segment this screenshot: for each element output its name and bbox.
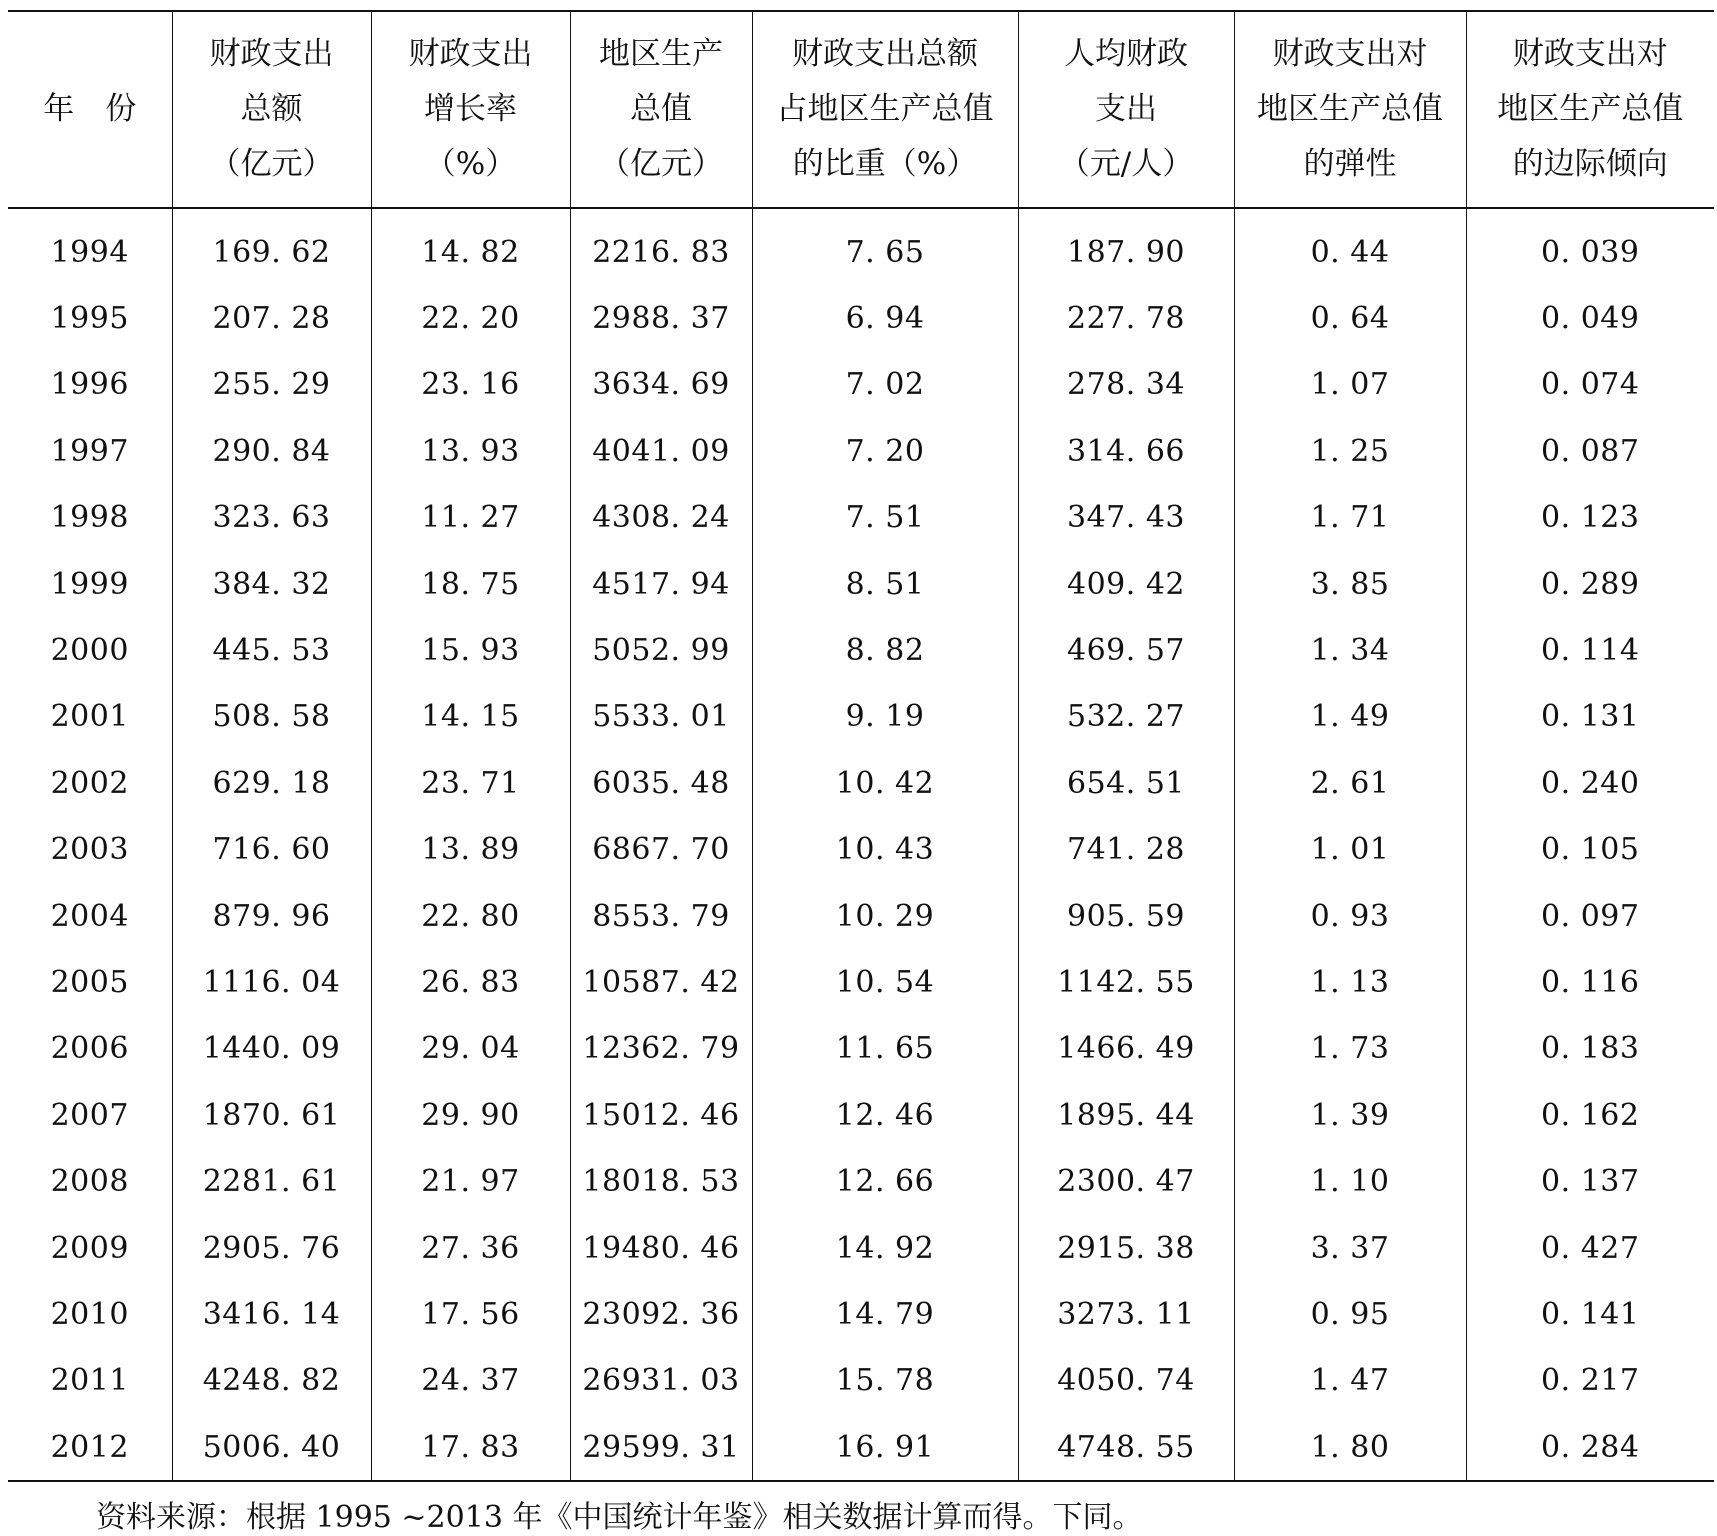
table-cell: 314. 66 [1018, 418, 1234, 484]
table-cell: 22. 80 [371, 883, 570, 949]
table-cell: 15. 78 [752, 1348, 1018, 1414]
column-header-line: （亿元） [599, 146, 723, 182]
year-cell: 2011 [50, 1363, 129, 1399]
table-cell: 11. 27 [371, 485, 570, 551]
table-cell: 1142. 55 [1018, 949, 1234, 1015]
table-cell: 18018. 53 [570, 1148, 752, 1214]
table-cell: 26. 83 [371, 949, 570, 1015]
table-cell: 19480. 46 [570, 1215, 752, 1281]
column-header-line: 总额 [240, 91, 303, 127]
table-cell: 1. 39 [1234, 1082, 1466, 1148]
table-row [8, 285, 1714, 351]
table-cell: 10. 42 [752, 750, 1018, 816]
table-cell: 0. 183 [1466, 1016, 1714, 1082]
table-cell: 29. 04 [371, 1016, 570, 1082]
column-header [752, 11, 1018, 208]
table-cell: 347. 43 [1018, 485, 1234, 551]
table-cell: 23092. 36 [570, 1281, 752, 1347]
table-cell: 4050. 74 [1018, 1348, 1234, 1414]
table-row [8, 1215, 1714, 1281]
table-cell: 4517. 94 [570, 551, 752, 617]
year-cell: 2002 [50, 765, 129, 801]
column-header [1234, 11, 1466, 208]
column-header-line: 地区生产总值 [1257, 91, 1443, 127]
table-row [8, 684, 1714, 750]
column-header [570, 11, 752, 208]
column-header-line: （元/人） [1058, 146, 1194, 182]
table-cell: 1116. 04 [172, 949, 371, 1015]
table-cell: 3273. 11 [1018, 1281, 1234, 1347]
table-cell: 741. 28 [1018, 817, 1234, 883]
table-cell: 1. 07 [1234, 352, 1466, 418]
table-cell: 16. 91 [752, 1414, 1018, 1481]
table-cell: 3. 37 [1234, 1215, 1466, 1281]
table-cell: 1. 13 [1234, 949, 1466, 1015]
table-cell: 1895. 44 [1018, 1082, 1234, 1148]
table-cell: 0. 95 [1234, 1281, 1466, 1347]
table-body [8, 208, 1714, 1481]
table-cell: 508. 58 [172, 684, 371, 750]
table-cell: 2. 61 [1234, 750, 1466, 816]
table-cell: 0. 049 [1466, 285, 1714, 351]
table-cell: 0. 116 [1466, 949, 1714, 1015]
table-cell: 2915. 38 [1018, 1215, 1234, 1281]
column-header [1018, 11, 1234, 208]
table-cell: 14. 92 [752, 1215, 1018, 1281]
column-header-line: 的弹性 [1303, 146, 1397, 182]
table-cell: 5006. 40 [172, 1414, 371, 1481]
column-header [172, 11, 371, 208]
table-cell: 10. 54 [752, 949, 1018, 1015]
table-cell: 0. 141 [1466, 1281, 1714, 1347]
table-row [8, 1016, 1714, 1082]
table-cell: 23. 71 [371, 750, 570, 816]
table-cell: 7. 02 [752, 352, 1018, 418]
table-row [8, 1148, 1714, 1214]
table-cell: 1870. 61 [172, 1082, 371, 1148]
column-header-line: 总值 [630, 91, 692, 127]
table-row [8, 1348, 1714, 1414]
table-row [8, 1082, 1714, 1148]
column-header-line: 支出 [1095, 91, 1157, 127]
table-row [8, 485, 1714, 551]
table-cell: 255. 29 [172, 352, 371, 418]
table-cell: 7. 51 [752, 485, 1018, 551]
year-cell: 2003 [50, 832, 129, 868]
table-cell: 0. 64 [1234, 285, 1466, 351]
table-cell: 12. 66 [752, 1148, 1018, 1214]
table-cell: 18. 75 [371, 551, 570, 617]
table-cell: 1. 71 [1234, 485, 1466, 551]
table-cell: 10587. 42 [570, 949, 752, 1015]
table-cell: 8. 82 [752, 617, 1018, 683]
table-cell: 716. 60 [172, 817, 371, 883]
year-cell: 2006 [50, 1031, 129, 1067]
table-cell: 0. 240 [1466, 750, 1714, 816]
table-cell: 0. 284 [1466, 1414, 1714, 1481]
source-note: 资料来源：根据 1995 ~2013 年《中国统计年鉴》相关数据计算而得。下同。 [96, 1500, 1143, 1535]
table-cell: 0. 123 [1466, 485, 1714, 551]
table-header [8, 11, 1714, 208]
table-cell: 3. 85 [1234, 551, 1466, 617]
table-cell: 1. 47 [1234, 1348, 1466, 1414]
table-cell: 1. 73 [1234, 1016, 1466, 1082]
table-row [8, 1281, 1714, 1347]
table-cell: 2216. 83 [570, 208, 752, 285]
column-header-line: 增长率 [424, 91, 517, 127]
table-cell: 10. 43 [752, 817, 1018, 883]
table-cell: 17. 56 [371, 1281, 570, 1347]
table-cell: 2300. 47 [1018, 1148, 1234, 1214]
table-cell: 0. 114 [1466, 617, 1714, 683]
table-cell: 0. 289 [1466, 551, 1714, 617]
table-row [8, 418, 1714, 484]
table-cell: 26931. 03 [570, 1348, 752, 1414]
year-cell: 2012 [8, 1414, 172, 1481]
table-cell: 278. 34 [1018, 352, 1234, 418]
header-row [8, 11, 1714, 208]
column-header [8, 11, 172, 208]
table-cell: 409. 42 [1018, 551, 1234, 617]
table-cell: 7. 20 [752, 418, 1018, 484]
table-cell: 1. 80 [1234, 1414, 1466, 1481]
table-cell: 0. 93 [1234, 883, 1466, 949]
column-header-line: （亿元） [209, 146, 334, 182]
table-cell: 23. 16 [371, 352, 570, 418]
column-header-line: 的比重（%） [792, 146, 978, 182]
table-cell: 0. 162 [1466, 1082, 1714, 1148]
table-row [8, 352, 1714, 418]
table-cell: 207. 28 [172, 285, 371, 351]
table-cell: 384. 32 [172, 551, 371, 617]
table-cell: 0. 44 [1234, 208, 1466, 285]
table-cell: 2988. 37 [570, 285, 752, 351]
table-cell: 5052. 99 [570, 617, 752, 683]
year-cell: 1999 [50, 566, 129, 602]
table-cell: 6035. 48 [570, 750, 752, 816]
year-cell: 1996 [50, 367, 129, 403]
table-cell: 0. 039 [1466, 208, 1714, 285]
year-cell: 1995 [50, 301, 129, 337]
table-cell: 4041. 09 [570, 418, 752, 484]
table-cell: 0. 097 [1466, 883, 1714, 949]
table-cell: 13. 93 [371, 418, 570, 484]
table-cell: 0. 105 [1466, 817, 1714, 883]
table-cell: 29. 90 [371, 1082, 570, 1148]
column-header-line: 财政支出 [408, 36, 533, 72]
table-cell: 1440. 09 [172, 1016, 371, 1082]
table-cell: 13. 89 [371, 817, 570, 883]
year-cell: 2009 [50, 1230, 129, 1266]
table-cell: 445. 53 [172, 617, 371, 683]
table-row [8, 949, 1714, 1015]
table-cell: 2281. 61 [172, 1148, 371, 1214]
table-cell: 29599. 31 [570, 1414, 752, 1481]
table-cell: 12. 46 [752, 1082, 1018, 1148]
column-header-line: 财政支出对 [1272, 36, 1428, 72]
column-header-line: 财政支出 [209, 36, 334, 72]
table-cell: 14. 82 [371, 208, 570, 285]
column-header [371, 11, 570, 208]
fiscal-expenditure-table [8, 10, 1714, 1482]
year-cell: 1994 [50, 234, 129, 270]
year-cell: 2005 [50, 964, 129, 1000]
table-cell: 469. 57 [1018, 617, 1234, 683]
table-cell: 15012. 46 [570, 1082, 752, 1148]
table-cell: 5533. 01 [570, 684, 752, 750]
table-cell: 879. 96 [172, 883, 371, 949]
table-cell: 654. 51 [1018, 750, 1234, 816]
table-cell: 14. 79 [752, 1281, 1018, 1347]
table-cell: 6. 94 [752, 285, 1018, 351]
table-row [8, 208, 1714, 285]
year-cell: 2007 [50, 1097, 129, 1133]
table-cell: 21. 97 [371, 1148, 570, 1214]
table-cell: 905. 59 [1018, 883, 1234, 949]
table-cell: 4308. 24 [570, 485, 752, 551]
table-cell: 22. 20 [371, 285, 570, 351]
table-cell: 323. 63 [172, 485, 371, 551]
table-cell: 1. 10 [1234, 1148, 1466, 1214]
column-header-line: 的边际倾向 [1512, 146, 1668, 182]
year-cell: 1997 [50, 433, 129, 469]
table-row [8, 1414, 1714, 1481]
table-cell: 1. 34 [1234, 617, 1466, 683]
table-cell: 14. 15 [371, 684, 570, 750]
table-cell: 0. 087 [1466, 418, 1714, 484]
column-header-line: 年 份 [43, 91, 137, 127]
table-cell: 15. 93 [371, 617, 570, 683]
table-cell: 0. 074 [1466, 352, 1714, 418]
year-cell: 2004 [50, 898, 129, 934]
table-row [8, 750, 1714, 816]
table-cell: 3634. 69 [570, 352, 752, 418]
year-cell: 2001 [50, 699, 129, 735]
table-cell: 4248. 82 [172, 1348, 371, 1414]
table-cell: 169. 62 [172, 208, 371, 285]
table-cell: 8. 51 [752, 551, 1018, 617]
year-cell: 2008 [50, 1164, 129, 1200]
column-header-line: 财政支出总额 [792, 36, 978, 72]
table-row [8, 551, 1714, 617]
table-cell: 3416. 14 [172, 1281, 371, 1347]
column-header-line: 人均财政 [1064, 36, 1188, 72]
year-cell: 1998 [50, 500, 129, 536]
table-cell: 1. 25 [1234, 418, 1466, 484]
table-cell: 532. 27 [1018, 684, 1234, 750]
year-cell: 2000 [50, 633, 129, 669]
table-cell: 0. 137 [1466, 1148, 1714, 1214]
table-row [8, 617, 1714, 683]
table-cell: 7. 65 [752, 208, 1018, 285]
column-header [1466, 11, 1714, 208]
table-cell: 1. 01 [1234, 817, 1466, 883]
table-cell: 12362. 79 [570, 1016, 752, 1082]
table-cell: 27. 36 [371, 1215, 570, 1281]
table-cell: 2905. 76 [172, 1215, 371, 1281]
table-row [8, 817, 1714, 883]
column-header-line: （%） [424, 146, 517, 182]
table-cell: 187. 90 [1018, 208, 1234, 285]
table-cell: 8553. 79 [570, 883, 752, 949]
table-cell: 290. 84 [172, 418, 371, 484]
table-cell: 24. 37 [371, 1348, 570, 1414]
column-header-line: 地区生产总值 [1497, 91, 1684, 127]
table-cell: 10. 29 [752, 883, 1018, 949]
column-header-line: 地区生产 [599, 36, 723, 72]
table-cell: 4748. 55 [1018, 1414, 1234, 1481]
table-cell: 227. 78 [1018, 285, 1234, 351]
table-cell: 629. 18 [172, 750, 371, 816]
table-cell: 1. 49 [1234, 684, 1466, 750]
table-cell: 6867. 70 [570, 817, 752, 883]
table-row [8, 883, 1714, 949]
table-cell: 0. 217 [1466, 1348, 1714, 1414]
column-header-line: 占地区生产总值 [776, 91, 994, 127]
data-table-container [8, 10, 1714, 1482]
table-cell: 17. 83 [371, 1414, 570, 1481]
table-cell: 0. 131 [1466, 684, 1714, 750]
table-cell: 9. 19 [752, 684, 1018, 750]
table-cell: 1466. 49 [1018, 1016, 1234, 1082]
table-cell: 0. 427 [1466, 1215, 1714, 1281]
year-cell: 2010 [50, 1296, 129, 1332]
column-header-line: 财政支出对 [1512, 36, 1668, 72]
table-cell: 11. 65 [752, 1016, 1018, 1082]
